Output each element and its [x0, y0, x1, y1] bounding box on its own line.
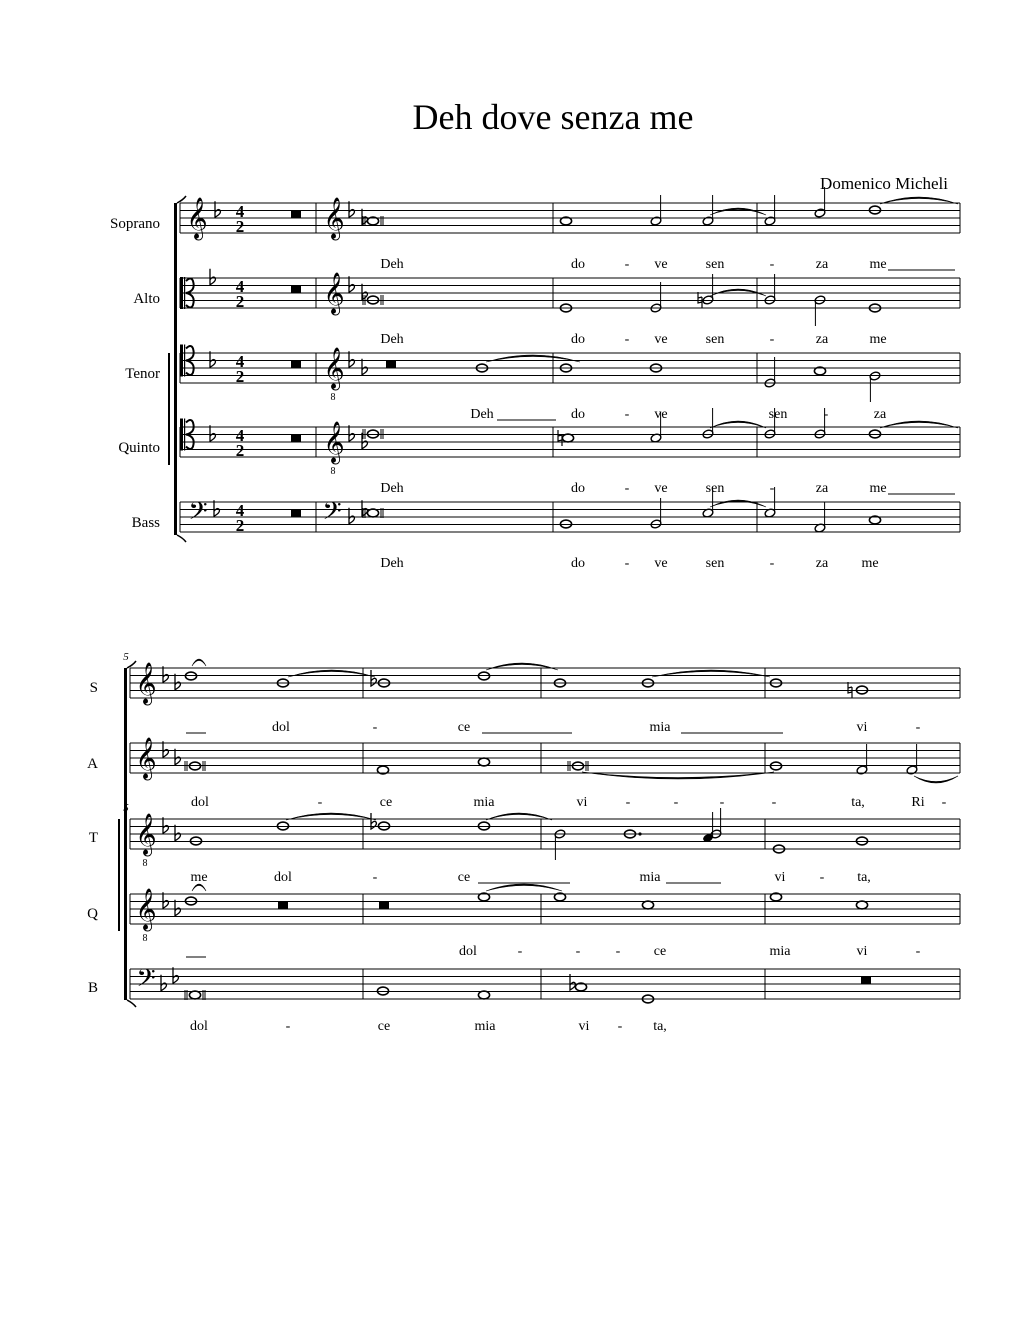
lyric-syllable: me [869, 481, 887, 496]
rest [379, 902, 389, 910]
lyric-syllable: sen [705, 332, 725, 347]
octave-marker: 8 [330, 392, 336, 403]
tie [192, 659, 206, 666]
flat-sign [349, 508, 354, 524]
lyric-syllable: me [861, 556, 879, 571]
treble-clef-icon: 𝄞 [135, 889, 157, 929]
whole-note [478, 991, 489, 999]
bass-clef-icon: 𝄢 [136, 965, 156, 998]
lyric-syllable: za [815, 481, 829, 496]
flat-sign [214, 500, 219, 516]
whole-note [642, 901, 653, 909]
lyric-syllable: dol [272, 720, 290, 735]
bracket-hook [127, 1000, 136, 1007]
flat-sign [362, 359, 367, 375]
lyric-syllable: za [873, 407, 887, 422]
time-sig-top: 4 [235, 501, 245, 520]
lyric-syllable: sen [768, 407, 788, 422]
tie [710, 500, 766, 507]
tie [486, 884, 562, 891]
rest [278, 902, 288, 910]
lyric-syllable: - [615, 944, 621, 959]
whole-note [562, 434, 573, 442]
lyric-syllable: - [624, 407, 630, 422]
score-title: Deh dove senza me [412, 97, 694, 137]
lyric-syllable: sen [705, 481, 725, 496]
lyric-syllable: mia [474, 1019, 496, 1034]
flat-sign [161, 975, 166, 991]
lyric-syllable: za [815, 257, 829, 272]
part-label-bass: Bass [131, 515, 160, 531]
breve-note [367, 509, 378, 517]
flat-sign [163, 741, 168, 757]
flat-sign [210, 425, 215, 441]
whole-note [856, 901, 867, 909]
time-sig-top: 4 [235, 277, 245, 296]
lyric-syllable: mia [639, 870, 661, 885]
c-clef-icon [184, 277, 185, 309]
lyric-syllable: - [372, 720, 378, 735]
flat-sign [349, 276, 354, 292]
lyric-syllable: dol [459, 944, 477, 959]
part-label-t: T [88, 830, 98, 846]
flat-sign [349, 201, 354, 217]
lyric-syllable: ve [654, 556, 668, 571]
lyric-syllable: Ri [911, 795, 925, 810]
treble-clef-icon: 𝄞 [186, 198, 208, 238]
lyric-syllable: do [571, 332, 585, 347]
lyric-syllable: ve [654, 481, 668, 496]
lyric-syllable: do [571, 407, 585, 422]
rest [861, 977, 871, 985]
lyric-syllable: - [517, 944, 523, 959]
lyric-syllable: - [372, 870, 378, 885]
tie [486, 663, 558, 670]
lyric-syllable: za [815, 556, 829, 571]
lyric-syllable: Deh [380, 257, 404, 272]
lyric-syllable: - [823, 407, 829, 422]
flat-sign [215, 201, 220, 217]
lyric-syllable: - [915, 720, 921, 735]
lyric-syllable: dol [190, 1019, 208, 1034]
lyric-syllable: vi [578, 1019, 590, 1034]
lyric-syllable: dol [191, 795, 209, 810]
lyric-syllable: ve [654, 257, 668, 272]
lyric-syllable: - [575, 944, 581, 959]
flat-sign [349, 351, 354, 367]
measure-number-5: 5 [123, 651, 129, 663]
flat-sign [173, 967, 178, 983]
rest [291, 286, 301, 294]
bracket-hook [177, 196, 186, 203]
natural-sign [558, 430, 562, 446]
octave-marker: 8 [330, 466, 336, 477]
sub-bracket [168, 353, 170, 465]
lyric-syllable: ce [377, 1019, 391, 1034]
time-sig-top: 4 [235, 352, 245, 371]
system-bracket [174, 203, 177, 535]
breve-note [189, 991, 200, 999]
flat-sign [163, 666, 168, 682]
time-sig-top: 4 [235, 426, 245, 445]
c-clef-icon [184, 345, 185, 377]
lyric-syllable: - [673, 795, 679, 810]
lyric-syllable: - [769, 257, 775, 272]
lyric-syllable: - [769, 332, 775, 347]
part-label-quinto: Quinto [118, 440, 160, 456]
treble-clef-icon: 𝄞 [135, 663, 157, 703]
part-label-tenor: Tenor [125, 366, 160, 382]
lyric-syllable: ce [379, 795, 393, 810]
sub-bracket [118, 819, 120, 931]
lyric-syllable: ce [457, 870, 471, 885]
tie [710, 208, 766, 215]
rest [291, 435, 301, 443]
lyric-syllable: vi [774, 870, 786, 885]
lyric-syllable: za [815, 332, 829, 347]
dot [638, 832, 641, 835]
flat-sign [210, 351, 215, 367]
flat-sign [175, 674, 180, 690]
lyric-syllable: Deh [380, 481, 404, 496]
lyric-syllable: - [624, 556, 630, 571]
time-sig-top: 4 [235, 202, 245, 221]
lyric-syllable: vi [856, 720, 868, 735]
lyric-syllable: Deh [470, 407, 494, 422]
lyric-syllable: - [617, 1019, 623, 1034]
part-label-b: B [87, 980, 98, 996]
time-sig-bottom: 2 [235, 217, 245, 236]
bass-clef-icon: 𝄢 [188, 498, 208, 531]
lyric-syllable: - [317, 795, 323, 810]
tie [914, 776, 958, 783]
treble-clef-icon: 𝄞 [323, 198, 345, 238]
lyric-syllable: - [915, 944, 921, 959]
flat-sign [163, 817, 168, 833]
bracket-hook [177, 535, 186, 542]
flat-sign [371, 670, 376, 686]
lyric-syllable: me [869, 332, 887, 347]
treble-clef-icon: 𝄞 [323, 348, 345, 388]
lyric-syllable: - [625, 795, 631, 810]
c-clef-icon [180, 419, 183, 451]
lyric-syllable: mia [649, 720, 671, 735]
bass-clef-icon: 𝄢 [322, 498, 342, 531]
lyric-syllable: dol [274, 870, 292, 885]
time-sig-bottom: 2 [235, 367, 245, 386]
treble-clef-icon: 𝄞 [135, 814, 157, 854]
treble-clef-icon: 𝄞 [135, 738, 157, 778]
octave-marker: 8 [142, 933, 148, 944]
lyric-syllable: vi [856, 944, 868, 959]
octave-marker: 8 [142, 858, 148, 869]
part-label-s: S [89, 680, 98, 696]
lyric-syllable: - [624, 481, 630, 496]
c-clef-icon [180, 277, 183, 309]
lyric-syllable: - [771, 795, 777, 810]
lyric-syllable: me [869, 257, 887, 272]
flat-sign [210, 269, 215, 285]
lyric-syllable: do [571, 257, 585, 272]
rest [291, 211, 301, 219]
part-label-soprano: Soprano [110, 216, 160, 232]
lyric-syllable: do [571, 481, 585, 496]
lyric-syllable: - [819, 870, 825, 885]
treble-clef-icon: 𝄞 [323, 273, 345, 313]
lyric-syllable: - [719, 795, 725, 810]
lyric-syllable: ve [654, 407, 668, 422]
lyric-syllable: me [190, 870, 208, 885]
measure-number-5: 5 [123, 802, 129, 814]
part-label-q: Q [87, 906, 98, 922]
whole-note [478, 758, 489, 766]
lyric-syllable: - [624, 257, 630, 272]
lyric-syllable: Deh [380, 556, 404, 571]
time-sig-bottom: 2 [235, 516, 245, 535]
part-label-a: A [87, 756, 98, 772]
lyric-syllable: ce [653, 944, 667, 959]
rest [291, 510, 301, 518]
flat-sign [163, 892, 168, 908]
lyric-syllable: do [571, 556, 585, 571]
flat-sign [349, 425, 354, 441]
composer-name: Domenico Micheli [820, 174, 948, 193]
lyric-syllable: sen [705, 556, 725, 571]
c-clef-icon [180, 345, 183, 377]
lyric-syllable: mia [473, 795, 495, 810]
lyric-syllable: ta, [653, 1019, 667, 1034]
treble-clef-icon: 𝄞 [323, 422, 345, 462]
system-bracket [124, 668, 127, 1000]
lyric-syllable: - [941, 795, 947, 810]
time-sig-bottom: 2 [235, 292, 245, 311]
time-sig-bottom: 2 [235, 441, 245, 460]
lyric-syllable: - [769, 556, 775, 571]
flat-sign [175, 825, 180, 841]
lyric-syllable: sen [705, 257, 725, 272]
lyric-syllable: - [624, 332, 630, 347]
lyric-syllable: ve [654, 332, 668, 347]
lyric-syllable: vi [576, 795, 588, 810]
flat-sign [175, 749, 180, 765]
rest [386, 361, 396, 369]
lyric-syllable: mia [769, 944, 791, 959]
lyric-syllable: - [285, 1019, 291, 1034]
flat-sign [175, 900, 180, 916]
tie [192, 884, 206, 891]
lyric-syllable: ta, [851, 795, 865, 810]
lyric-syllable: ta, [857, 870, 871, 885]
lyric-syllable: Deh [380, 332, 404, 347]
part-label-alto: Alto [133, 291, 160, 307]
lyric-syllable: ce [457, 720, 471, 735]
c-clef-icon [184, 419, 185, 451]
rest [291, 361, 301, 369]
lyric-syllable: - [769, 481, 775, 496]
